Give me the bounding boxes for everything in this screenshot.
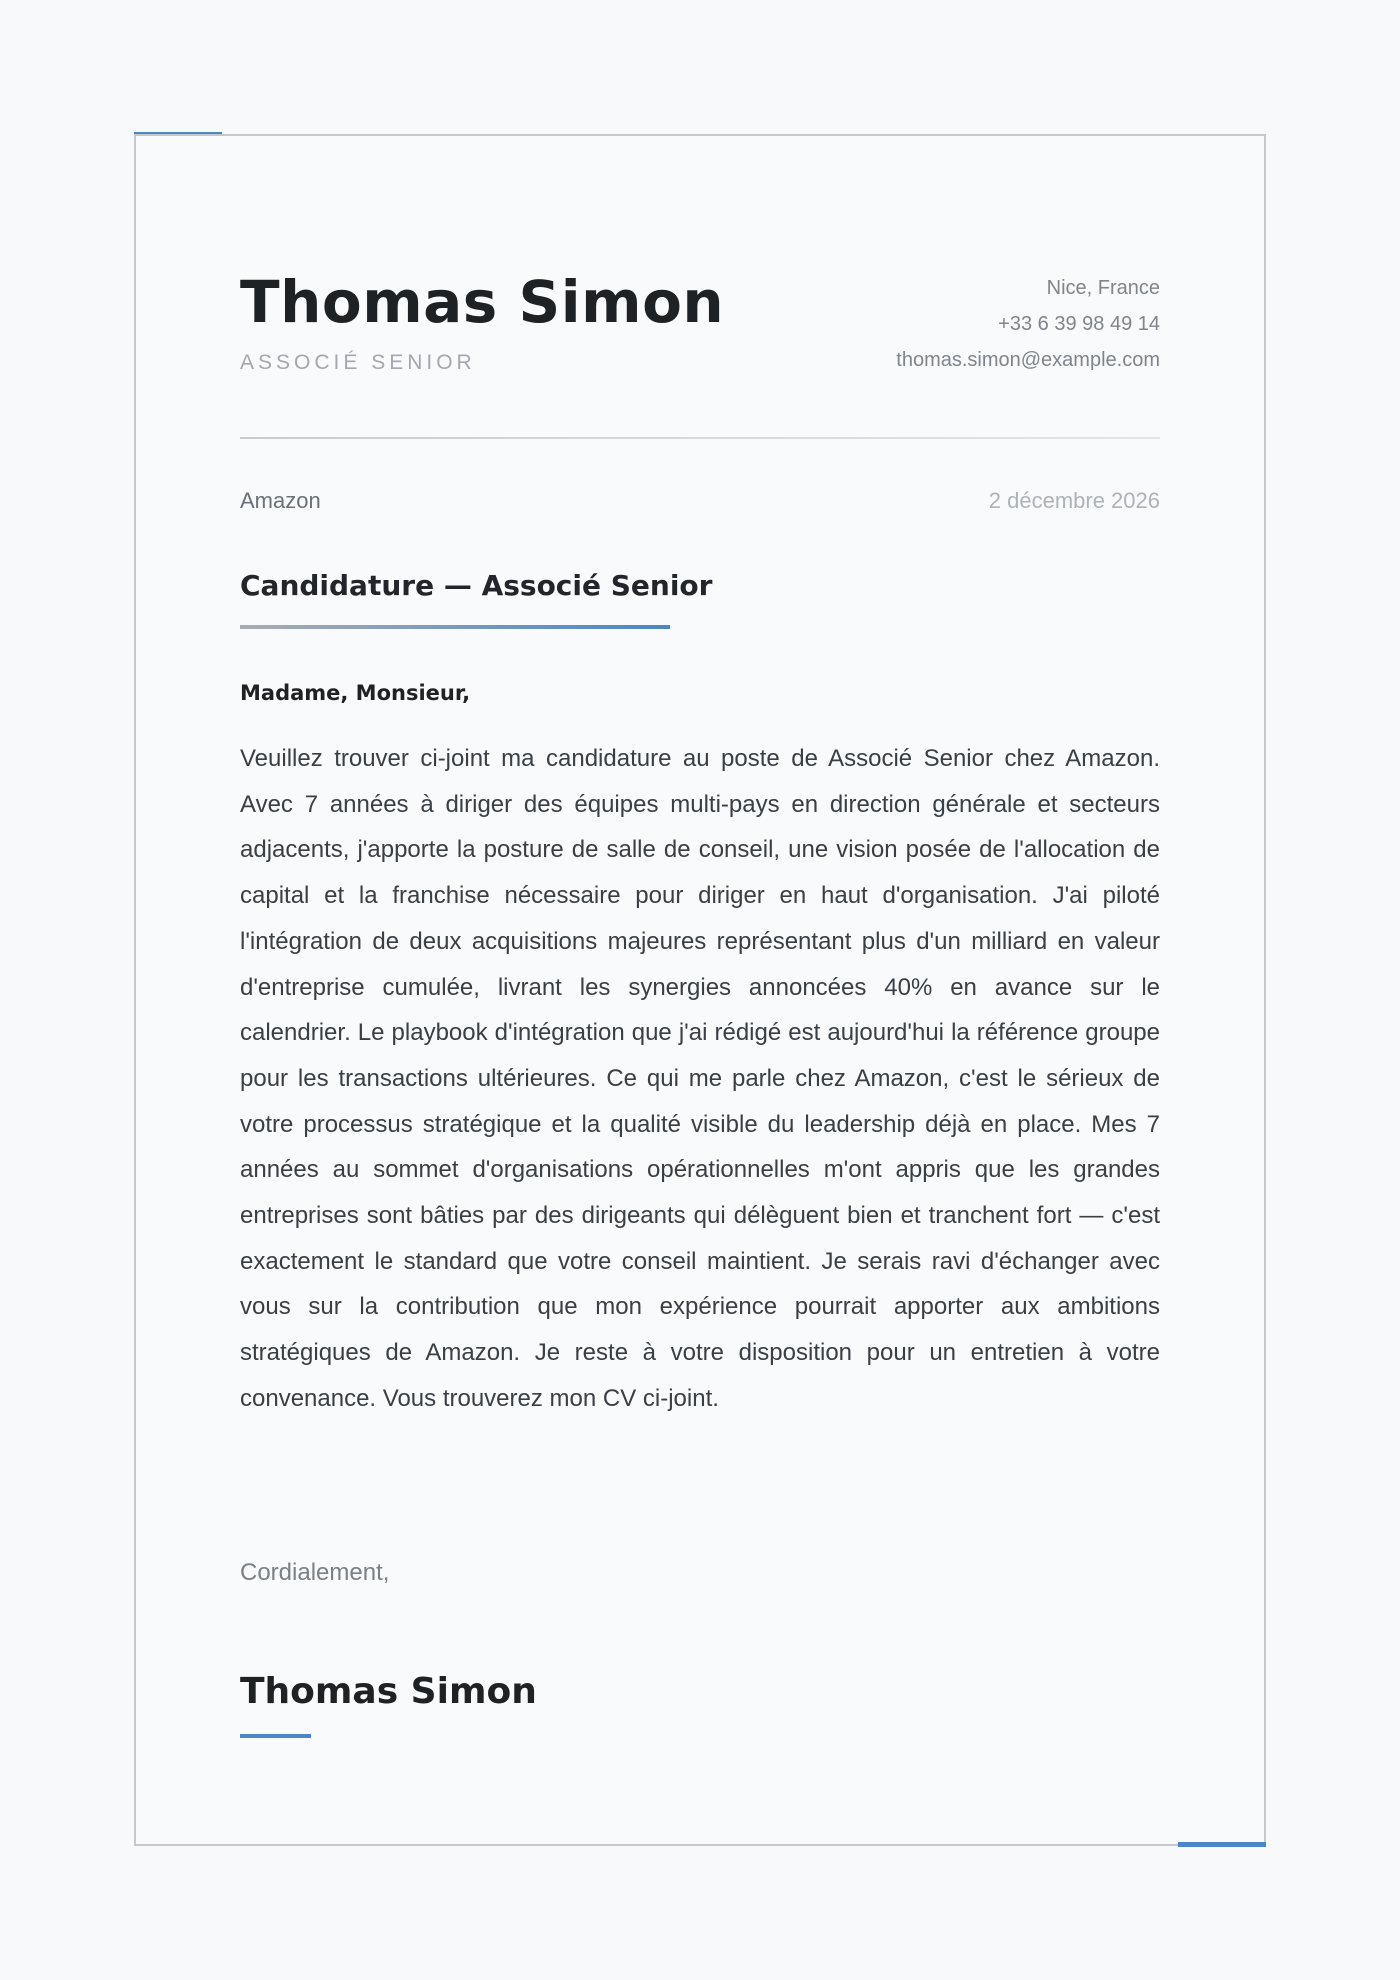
header-divider [240, 437, 1160, 439]
letter-closing: Cordialement, [240, 1559, 390, 1586]
subject-underline [240, 625, 670, 629]
sender-role: ASSOCIÉ SENIOR [240, 351, 476, 374]
sender-name: Thomas Simon [240, 268, 725, 336]
letter-subject: Candidature — Associé Senior [240, 569, 713, 602]
frame-corner-accent-bottom-right [1178, 1842, 1266, 1847]
letter-body: Veuillez trouver ci-joint ma candidature au poste de Associé Senior chez Amazon. Avec 7 années à diriger des équipes multi-pays en direction générale et secteurs adjacents, j'apporte la posture de salle de conseil, une vision posée de l'allocation de capital et la franchise nécessaire pour diriger en haut d'organisation. J'ai piloté l'intégration de deux acquisitions majeures représentant plus d'un milliard en valeur d'entreprise cumulée, livrant les synergies annoncées 40% en avance sur le calendrier. Le playbook d'intégration que j'ai rédigé est aujourd'hui la référence groupe pour les transactions ultérieures. Ce qui me parle chez Amazon, c'est le sérieux de votre processus stratégique et la qualité visible du leadership déjà en place. Mes 7 années au sommet d'organisations opérationnelles m'ont appris que les grandes entreprises sont bâties par des dirigeants qui délèguent bien et tranchent fort — c'est exactement le standard que votre conseil maintient. Je serais ravi d'échanger avec vous sur la contribution que mon expérience pourrait apporter aux ambitions stratégiques de Amazon. Je reste à votre disposition pour un entretien à votre convenance. Vous trouverez mon CV ci-joint. [240, 745, 1160, 1412]
contact-phone: +33 6 39 98 49 14 [998, 313, 1160, 335]
recipient: Amazon [240, 488, 321, 513]
signature-name: Thomas Simon [240, 1671, 537, 1712]
contact-location: Nice, France [1046, 277, 1160, 299]
letter-date: 2 décembre 2026 [988, 488, 1160, 513]
letter-greeting: Madame, Monsieur, [240, 681, 471, 705]
contact-block [896, 270, 1160, 378]
contact-email: thomas.simon@example.com [896, 349, 1160, 371]
signature-underline [240, 1734, 311, 1738]
